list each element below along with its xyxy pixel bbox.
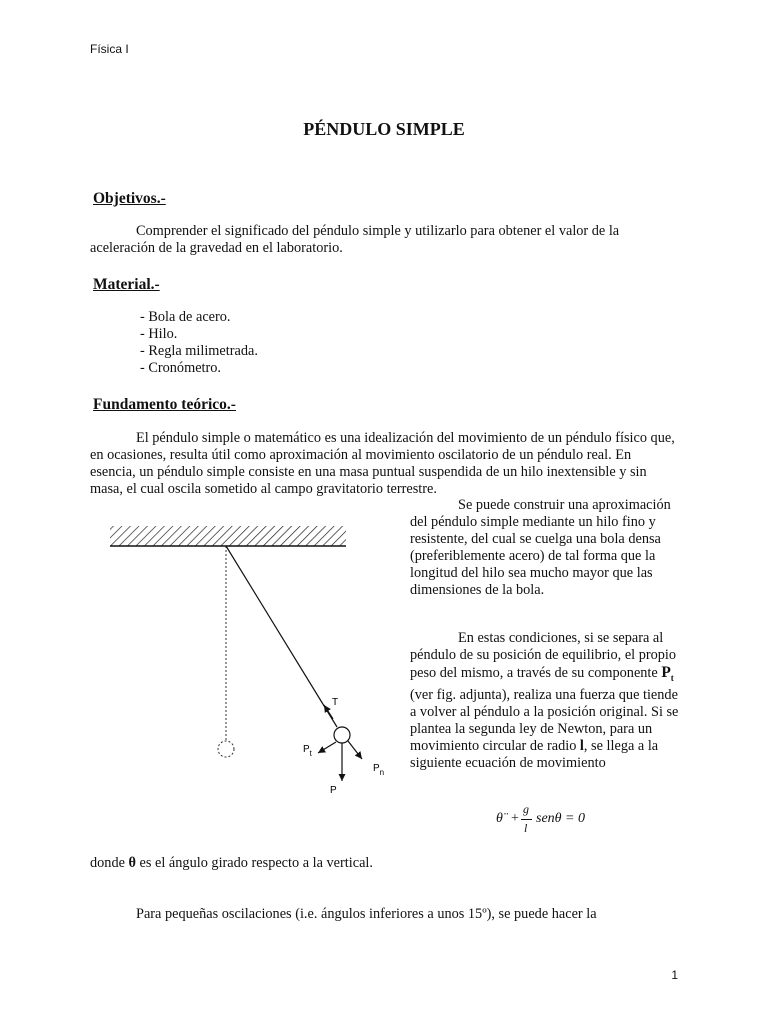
pendulum-figure [90, 515, 390, 805]
symbol-l: l [579, 738, 584, 755]
eq-den: l [524, 821, 528, 835]
label-T: T [332, 697, 339, 708]
eq-fraction-bar [521, 819, 532, 820]
donde-line: donde θ es el ángulo girado respecto a la vertical. [90, 855, 373, 871]
objetivos-text: Comprender el significado del péndulo simple y utilizarlo para obtener el valor de la aceleración de la gravedad en el laboratorio. [90, 223, 620, 256]
eq-plus: + [511, 811, 519, 826]
string [226, 546, 337, 727]
material-list [140, 309, 258, 377]
label-Pt: $P_t$ [303, 744, 312, 758]
fundamento-para3 [410, 630, 680, 772]
para3-text-a: En estas condiciones, si se separa al péndulo de su posición de equilibrio, el propio peso del mismo, a través de su componente [410, 630, 677, 681]
ball [334, 727, 350, 743]
symbol-pt: $P_t$ [661, 664, 674, 684]
page-title: PÉNDULO SIMPLE [303, 119, 465, 139]
eq-num: g [523, 802, 529, 816]
material-item: - Cronómetro. [140, 360, 221, 376]
fundamento-para2: Se puede construir una aproximación del péndulo simple mediante un hilo fino y resistente, del cual se cuelga una bola densa (preferiblemente acero) de tal forma que la longitud del hilo sea mucho mayor que las dimensiones de la bola. [410, 497, 671, 598]
page-number: 1 [671, 968, 678, 982]
ceiling [110, 526, 346, 546]
ball-equilibrium [218, 741, 234, 757]
heading-material: Material.- [93, 276, 160, 293]
eq-theta-ddot: θ̈ [496, 811, 503, 826]
fundamento-para1: El péndulo simple o matemático es una idealización del movimiento de un péndulo físico que, en ocasiones, resulta útil como aproximación al movimiento oscilatorio de un péndulo real. En esencia, un péndulo simple consiste en una masa puntual suspendida de un hilo inextensible y sin masa, el cual oscila sometido al campo gravitatorio terrestre. [90, 430, 675, 497]
eq-rest: senθ = 0 [536, 811, 585, 826]
symbol-theta: θ [128, 855, 136, 871]
label-Pn: $P_n$ [373, 763, 385, 777]
para3-text-c: , se llega a la siguiente ecuación de movimiento [410, 738, 659, 772]
para3-text-b: (ver fig. adjunta), realiza una fuerza que tiende a volver al péndulo a la posición original. Si se plantea la segunda ley de Newton, para un movimiento circular de radio [410, 687, 679, 755]
pn-arrow [348, 741, 362, 759]
pt-arrow [318, 742, 336, 753]
material-item: - Hilo. [140, 326, 178, 342]
material-item: - Bola de acero. [140, 309, 231, 325]
heading-objetivos: Objetivos.- [93, 190, 166, 207]
fundamento-para4: Para pequeñas oscilaciones (i.e. ángulos inferiores a unos 15º), se puede hacer la [136, 906, 597, 922]
page-header: Física I [90, 42, 129, 56]
heading-fundamento: Fundamento teórico.- [93, 396, 236, 413]
material-item: - Regla milimetrada. [140, 343, 258, 359]
label-P: P [330, 785, 337, 796]
